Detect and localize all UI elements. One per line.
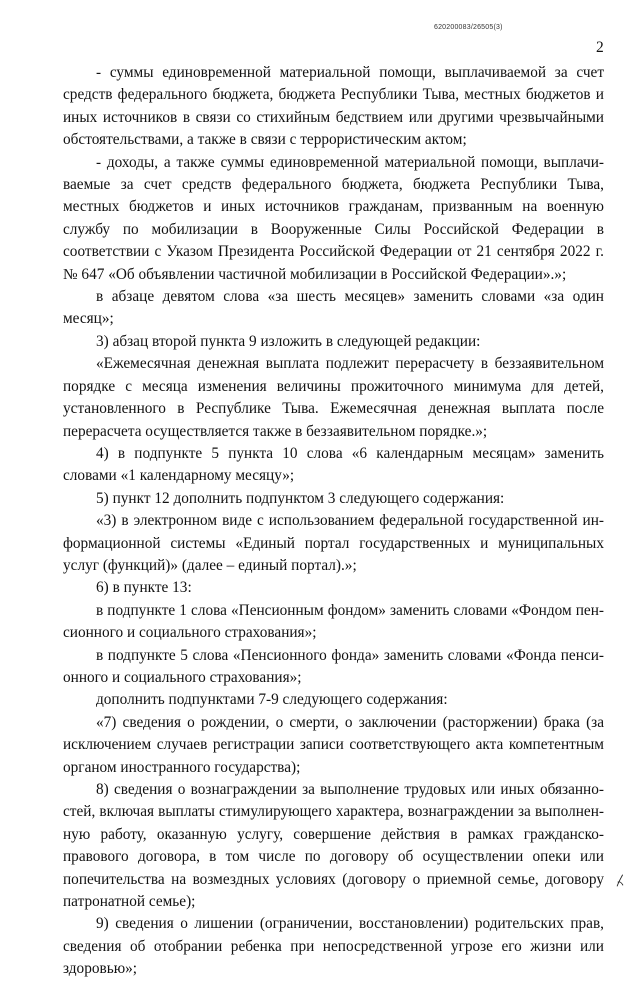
- paragraph: «3) в электронном виде с использованием федеральной государственной информационной системы «Единый портал государственных и муниципальных услуг (функций)» (далее – единый портал).»;: [63, 512, 604, 574]
- paragraph: 5) пункт 12 дополнить подпунктом 3 следующего содержания:: [96, 489, 505, 507]
- paragraph: 3) абзац второй пункта 9 изложить в следующей редакции:: [96, 332, 481, 350]
- paragraph: - суммы единовременной материальной помощи, выплачиваемой за счет средств федерального бюджета, бюджета Республики Тыва, местных бюджетов и иных источников в связи со стихийным бедствием или другими чрезвычайными обстоятельствами, а также в связи с террористическим актом;: [63, 64, 604, 149]
- paragraph: - доходы, а также суммы единовременной материальной помощи, выплачиваемые за счет средств федерального бюджета, бюджета Республики Тыва, местных бюджетов и иных источников гражданам, призванным на военную службу по мобилизации в Вооруженные Силы Российской Федерации в соответствии с Указом Президента Российской Федерации от 21 сентября 2022 г. № 647 «Об объявлении частичной мобилизации в Российской Федерации».»;: [63, 153, 604, 283]
- paragraph: в абзаце девятом слова «за шесть месяцев» заменить словами «за один месяц»;: [63, 288, 604, 328]
- paragraph: 4) в подпункте 5 пункта 10 слова «6 календарным месяцам» заменить словами «1 календарному месяцу»;: [63, 444, 604, 485]
- paragraph: «Ежемесячная денежная выплата подлежит перерасчету в беззаявительном порядке с месяца изменения величины прожиточного минимума для детей, установленного в Республике Тыва. Ежемесячная денежная выплата после перерасчета осуществляется также в беззаявительном порядке.»;: [63, 355, 604, 440]
- paragraph: 6) в пункте 13:: [96, 579, 192, 597]
- document-registration-code: 620200083/26505(3): [434, 24, 503, 31]
- paragraph: в подпункте 1 слова «Пенсионным фондом» заменить словами «Фондом пенсионного и социального страхования»;: [63, 601, 604, 642]
- paragraph: «7) сведения о рождении, о смерти, о заключении (расторжении) брака (за исключением случаев регистрации записи соответствующего акта компетентным органом иностранного государства);: [63, 713, 604, 776]
- paragraph: 8) сведения о вознаграждении за выполнение трудовых или иных обязанностей, включая выплаты стимулирующего характера, вознаграждении за выполненную работу, оказанную услугу, совершение действия в рамках гражданско-правового договора, в том числе по договору об осуществлении опеки или попечительства на возмездных условиях (договору о приемной семье, договору патронатной семье);: [63, 781, 604, 911]
- paragraph: 9) сведения о лишении (ограничении, восстановлении) родительских прав, сведения об отобрании ребенка при непосредственной угрозе его жизни или здоровью»;: [63, 915, 604, 978]
- paragraph: дополнить подпунктами 7-9 следующего содержания:: [96, 691, 448, 709]
- page-number: 2: [596, 39, 604, 56]
- paragraph: в подпункте 5 слова «Пенсионного фонда» заменить словами «Фонда пенсионного и социального страхования»;: [63, 646, 604, 686]
- document-body: [63, 62, 604, 981]
- initials-mark-icon: [616, 874, 624, 888]
